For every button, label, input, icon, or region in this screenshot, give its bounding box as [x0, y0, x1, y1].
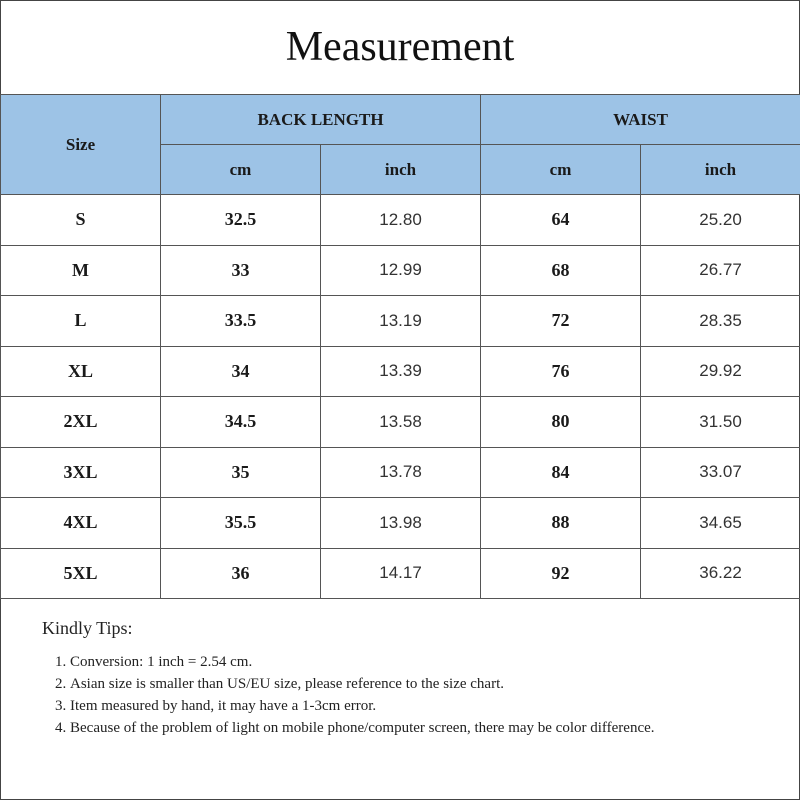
size-cell: 3XL	[1, 447, 161, 498]
back-length-header: BACK LENGTH	[161, 95, 481, 145]
back-length-cm-cell: 34	[161, 346, 321, 397]
waist-inch-cell: 26.77	[641, 245, 800, 296]
waist-cm-cell: 84	[481, 447, 641, 498]
table-row	[1, 296, 800, 347]
tip-item: 3. Item measured by hand, it may have a 1-3cm error.	[70, 695, 762, 717]
back-length-inch-cell: 12.99	[321, 245, 481, 296]
waist-inch-cell: 28.35	[641, 296, 800, 347]
back-length-inch-cell: 14.17	[321, 548, 481, 599]
back-length-inch-cell: 13.39	[321, 346, 481, 397]
waist-inch-cell: 31.50	[641, 397, 800, 448]
back-cm-header: cm	[161, 145, 321, 195]
table-row	[1, 245, 800, 296]
table-row	[1, 346, 800, 397]
waist-inch-cell: 34.65	[641, 498, 800, 549]
back-length-inch-cell: 13.98	[321, 498, 481, 549]
waist-inch-cell: 29.92	[641, 346, 800, 397]
size-table	[0, 94, 800, 599]
tip-item: 1. Conversion: 1 inch = 2.54 cm.	[70, 651, 762, 673]
waist-inch-cell: 36.22	[641, 548, 800, 599]
waist-cm-header: cm	[481, 145, 641, 195]
back-length-inch-cell: 13.58	[321, 397, 481, 448]
size-header: Size	[1, 95, 161, 195]
waist-inch-cell: 25.20	[641, 195, 800, 246]
tips-title: Kindly Tips:	[42, 618, 133, 638]
size-cell: S	[1, 195, 161, 246]
waist-cm-cell: 68	[481, 245, 641, 296]
back-length-inch-cell: 13.78	[321, 447, 481, 498]
size-cell: M	[1, 245, 161, 296]
waist-inch-cell: 33.07	[641, 447, 800, 498]
size-cell: 2XL	[1, 397, 161, 448]
back-length-inch-cell: 12.80	[321, 195, 481, 246]
waist-cm-cell: 72	[481, 296, 641, 347]
tip-item: 4. Because of the problem of light on mobile phone/computer screen, there may be color difference.	[70, 717, 762, 739]
waist-cm-cell: 88	[481, 498, 641, 549]
back-length-cm-cell: 35.5	[161, 498, 321, 549]
back-inch-header: inch	[321, 145, 481, 195]
table-row	[1, 548, 800, 599]
table-row	[1, 447, 800, 498]
back-length-cm-cell: 35	[161, 447, 321, 498]
waist-cm-cell: 80	[481, 397, 641, 448]
waist-cm-cell: 76	[481, 346, 641, 397]
tips-list	[42, 651, 762, 739]
table-row	[1, 397, 800, 448]
tip-item: 2. Asian size is smaller than US/EU size, please reference to the size chart.	[70, 673, 762, 695]
back-length-cm-cell: 33.5	[161, 296, 321, 347]
back-length-cm-cell: 32.5	[161, 195, 321, 246]
table-row	[1, 498, 800, 549]
page-title: Measurement	[285, 24, 515, 70]
waist-header: WAIST	[481, 95, 800, 145]
back-length-cm-cell: 36	[161, 548, 321, 599]
size-cell: XL	[1, 346, 161, 397]
back-length-cm-cell: 34.5	[161, 397, 321, 448]
kindly-tips	[42, 618, 762, 739]
size-cell: 5XL	[1, 548, 161, 599]
table-row	[1, 195, 800, 246]
waist-cm-cell: 92	[481, 548, 641, 599]
waist-inch-header: inch	[641, 145, 800, 195]
back-length-inch-cell: 13.19	[321, 296, 481, 347]
back-length-cm-cell: 33	[161, 245, 321, 296]
size-cell: L	[1, 296, 161, 347]
size-cell: 4XL	[1, 498, 161, 549]
waist-cm-cell: 64	[481, 195, 641, 246]
